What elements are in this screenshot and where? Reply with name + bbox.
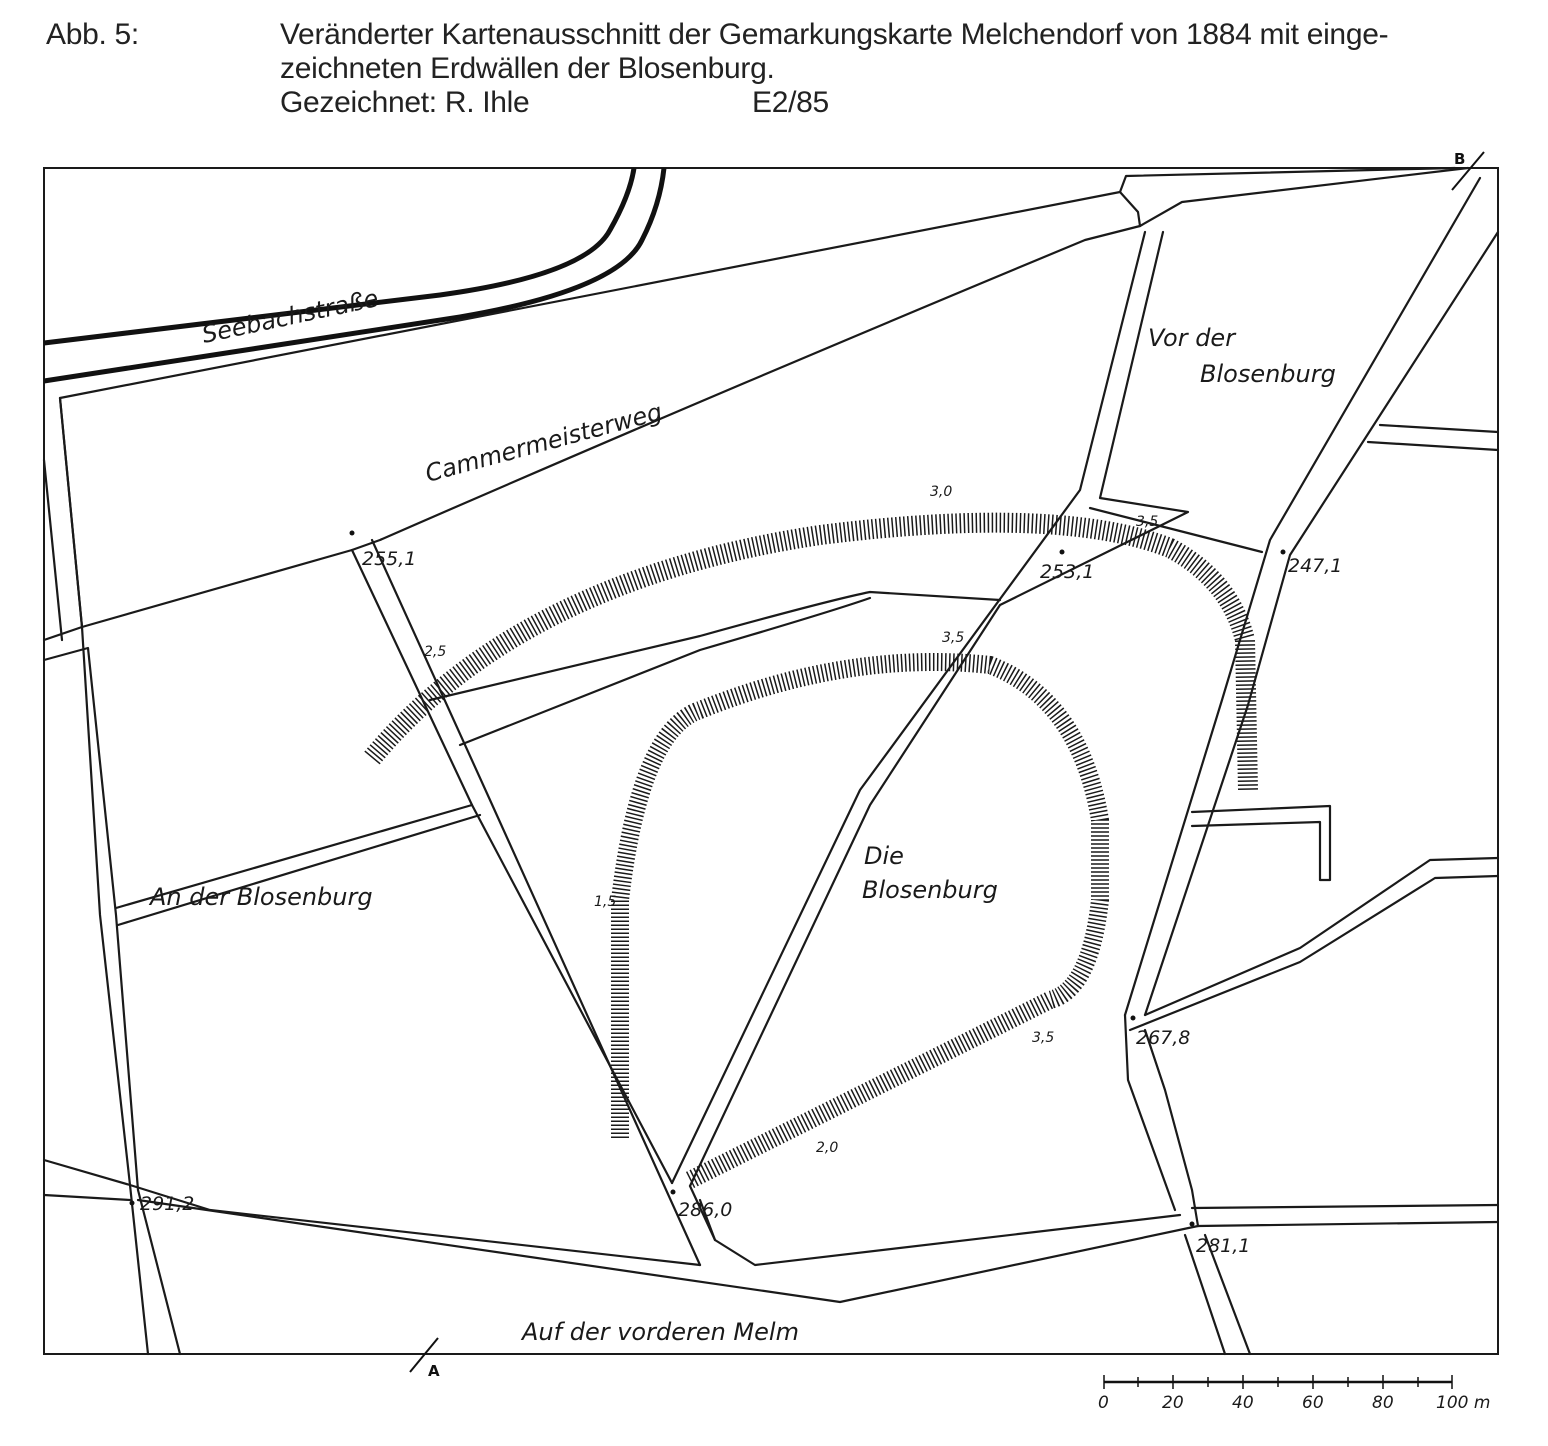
- label-die-blosenburg: Blosenburg: [862, 876, 998, 904]
- road-west-a: [60, 398, 148, 1354]
- road-top-right-b: [1140, 168, 1468, 226]
- road-255-286-a: [352, 550, 672, 1183]
- road-281-east-a: [1192, 1205, 1498, 1208]
- road-west-spur-a: [44, 627, 82, 640]
- caption-credit: Gezeichnet: R. Ihle: [280, 86, 530, 119]
- elevation-286: 286,0: [678, 1199, 733, 1221]
- point-281: [1190, 1222, 1195, 1227]
- point-247: [1281, 550, 1286, 555]
- road-diagonal-north-a: [672, 232, 1145, 1183]
- scale-tick-80: 80: [1372, 1393, 1394, 1413]
- caption-line-1: Veränderter Kartenausschnitt der Gemarkungskarte Melchendorf von 1884 mit einge-: [280, 18, 1389, 51]
- wall-height-3-5-north: 3,5: [942, 630, 965, 646]
- elevation-291: 291,2: [140, 1193, 195, 1215]
- point-267: [1131, 1016, 1136, 1021]
- label-auf-der-vorderen-melm: Auf der vorderen Melm: [522, 1318, 799, 1346]
- seebach-road-edge-2: [44, 168, 664, 381]
- section-marker-a: A: [428, 1362, 440, 1380]
- scale-tick-100m: 100 m: [1436, 1393, 1491, 1413]
- elevation-267: 267,8: [1136, 1027, 1191, 1049]
- section-marker-b: B: [1454, 150, 1466, 168]
- point-255: [350, 531, 355, 536]
- road-west-b: [44, 648, 180, 1354]
- earthworks: [372, 523, 1248, 1180]
- caption-line-2: zeichneten Erdwällen der Blosenburg.: [280, 52, 775, 85]
- wall-height-3-5-south: 3,5: [1032, 1030, 1055, 1046]
- inner-wall: [620, 662, 1100, 1180]
- road-281-east-b: [1198, 1222, 1498, 1226]
- road-east-a: [1125, 178, 1480, 1015]
- figure-label: Abb. 5:: [46, 18, 139, 51]
- road-east-lower-a: [1145, 858, 1498, 1015]
- road-hook: [1192, 806, 1330, 880]
- road-south-east-b: [1145, 1030, 1198, 1226]
- road-south-spur: [44, 1195, 130, 1200]
- road-west-edge: [44, 460, 62, 640]
- wall-height-3-0: 3,0: [930, 484, 953, 500]
- elevation-247: 247,1: [1288, 555, 1343, 577]
- cammermeister-band: [60, 192, 1140, 627]
- outer-wall: [372, 523, 1248, 790]
- scale-tick-60: 60: [1302, 1393, 1324, 1413]
- wall-height-1-5: 1,5: [594, 894, 617, 910]
- label-vor-der: Vor der: [1148, 324, 1236, 352]
- scale-tick-0: 0: [1098, 1393, 1109, 1413]
- wall-height-2-5: 2,5: [424, 644, 447, 660]
- scale-tick-20: 20: [1162, 1393, 1184, 1413]
- label-cammermeisterweg: Cammermeisterweg: [422, 397, 666, 488]
- road-south-b: [700, 1200, 1180, 1265]
- point-286: [671, 1190, 676, 1195]
- point-253: [1060, 550, 1065, 555]
- wall-height-2-0: 2,0: [816, 1140, 839, 1156]
- road-east-lower-b: [1130, 876, 1498, 1030]
- road-south-c: [138, 1200, 1198, 1302]
- scale-tick-40: 40: [1232, 1393, 1254, 1413]
- road-inner-b: [460, 598, 870, 745]
- scale-bar: [1104, 1375, 1452, 1389]
- label-an-der-blosenburg: An der Blosenburg: [150, 883, 373, 911]
- label-die: Die: [864, 842, 904, 870]
- elevation-281: 281,1: [1196, 1235, 1251, 1257]
- road-east-spur-b: [1368, 442, 1498, 450]
- road-east-spur-a: [1380, 425, 1498, 432]
- label-seebachstrasse: Seebachstraße: [199, 284, 381, 349]
- wall-height-3-5-east: 3,5: [1136, 514, 1159, 530]
- point-291: [130, 1201, 135, 1206]
- elevation-255: 255,1: [362, 548, 417, 570]
- label-vor-der-blosenburg: Blosenburg: [1200, 360, 1336, 388]
- road-network: [44, 168, 1498, 1354]
- elevation-253: 253,1: [1040, 561, 1095, 583]
- caption-code: E2/85: [752, 86, 829, 119]
